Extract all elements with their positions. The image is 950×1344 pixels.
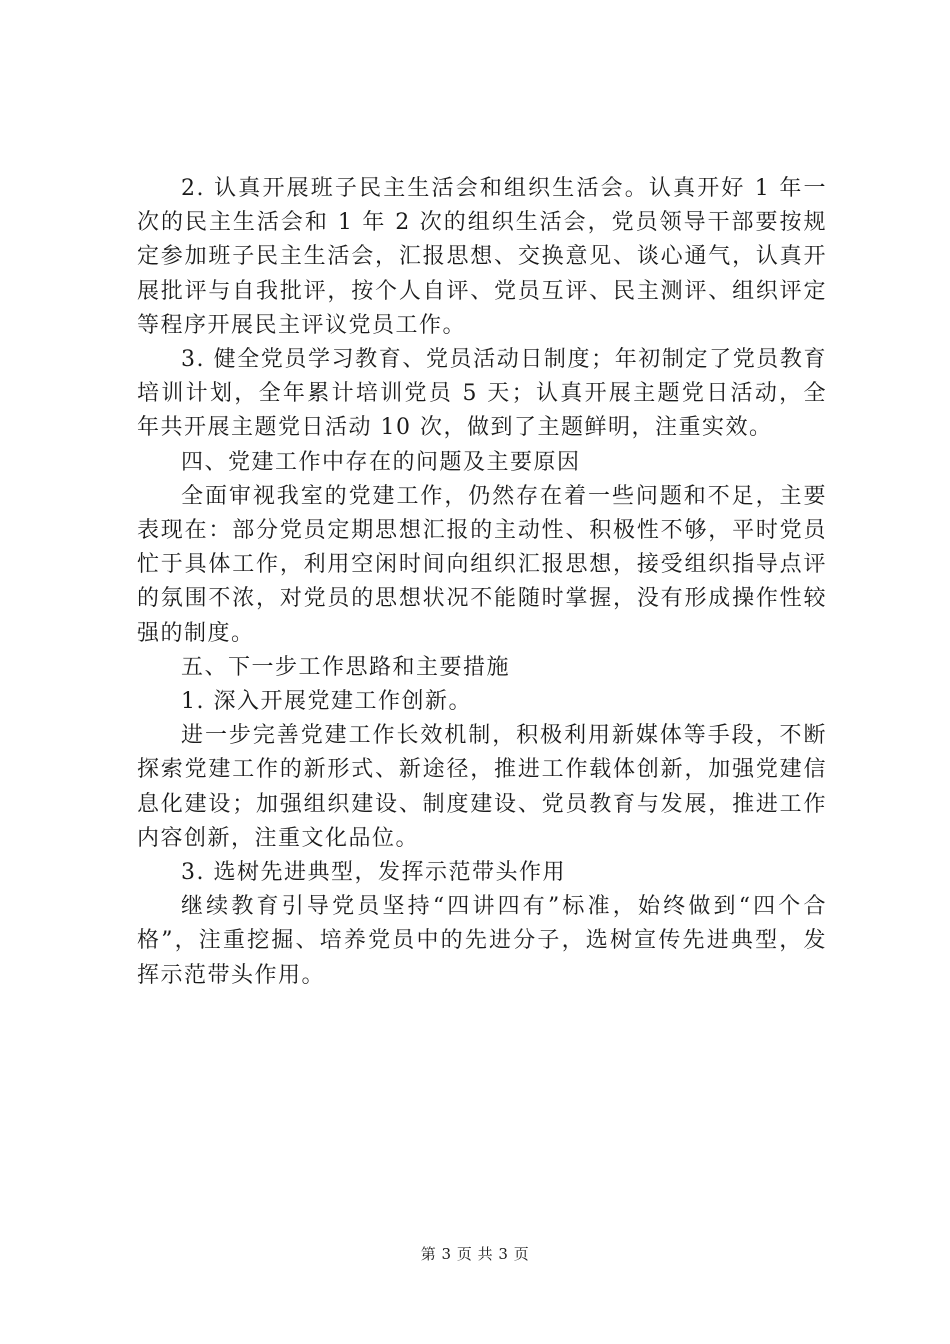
paragraph-role-models: 继续教育引导党员坚持“四讲四有”标准，始终做到“四个合格”，注重挖掘、培养党员中的先进分子，选树宣传先进典型，发挥示范带头作用。 [137, 894, 827, 988]
paragraph-study-education: 3. 健全党员学习教育、党员活动日制度；年初制定了党员教育培训计划，全年累计培训党员 5 天；认真开展主题党日活动，全年共开展主题党日活动 10 次，做到了主题鲜明，注重实效。 [137, 347, 827, 441]
paragraph-democratic-life-meeting: 2. 认真开展班子民主生活会和组织生活会。认真开好 1 年一次的民主生活会和 1 年 2 次的组织生活会，党员领导干部要按规定参加班子民主生活会，汇报思想、交换意见、谈心通气，认真开展批评与自我批评，按个人自评、党员互评、民主测评、组织评定等程序开展民主评议党员工作。 [137, 176, 827, 338]
document-body [137, 172, 827, 993]
subheading-innovation: 1. 深入开展党建工作创新。 [181, 689, 472, 715]
section-heading-problems: 四、党建工作中存在的问题及主要原因 [181, 449, 581, 475]
paragraph-innovation: 进一步完善党建工作长效机制，积极利用新媒体等手段，不断探索党建工作的新形式、新途径，推进工作载体创新，加强党建信息化建设；加强组织建设、制度建设、党员教育与发展，推进工作内容创新，注重文化品位。 [137, 723, 827, 851]
section-heading-next-steps: 五、下一步工作思路和主要措施 [181, 654, 511, 680]
subheading-role-models: 3. 选树先进典型，发挥示范带头作用 [181, 860, 566, 886]
paragraph-problems: 全面审视我室的党建工作，仍然存在着一些问题和不足，主要表现在：部分党员定期思想汇报的主动性、积极性不够，平时党员忙于具体工作，利用空闲时间向组织汇报思想，接受组织指导点评的氛围不浓，对党员的思想状况不能随时掌握，没有形成操作性较强的制度。 [137, 483, 827, 646]
page-number-footer: 第 3 页 共 3 页 [420, 1245, 530, 1263]
